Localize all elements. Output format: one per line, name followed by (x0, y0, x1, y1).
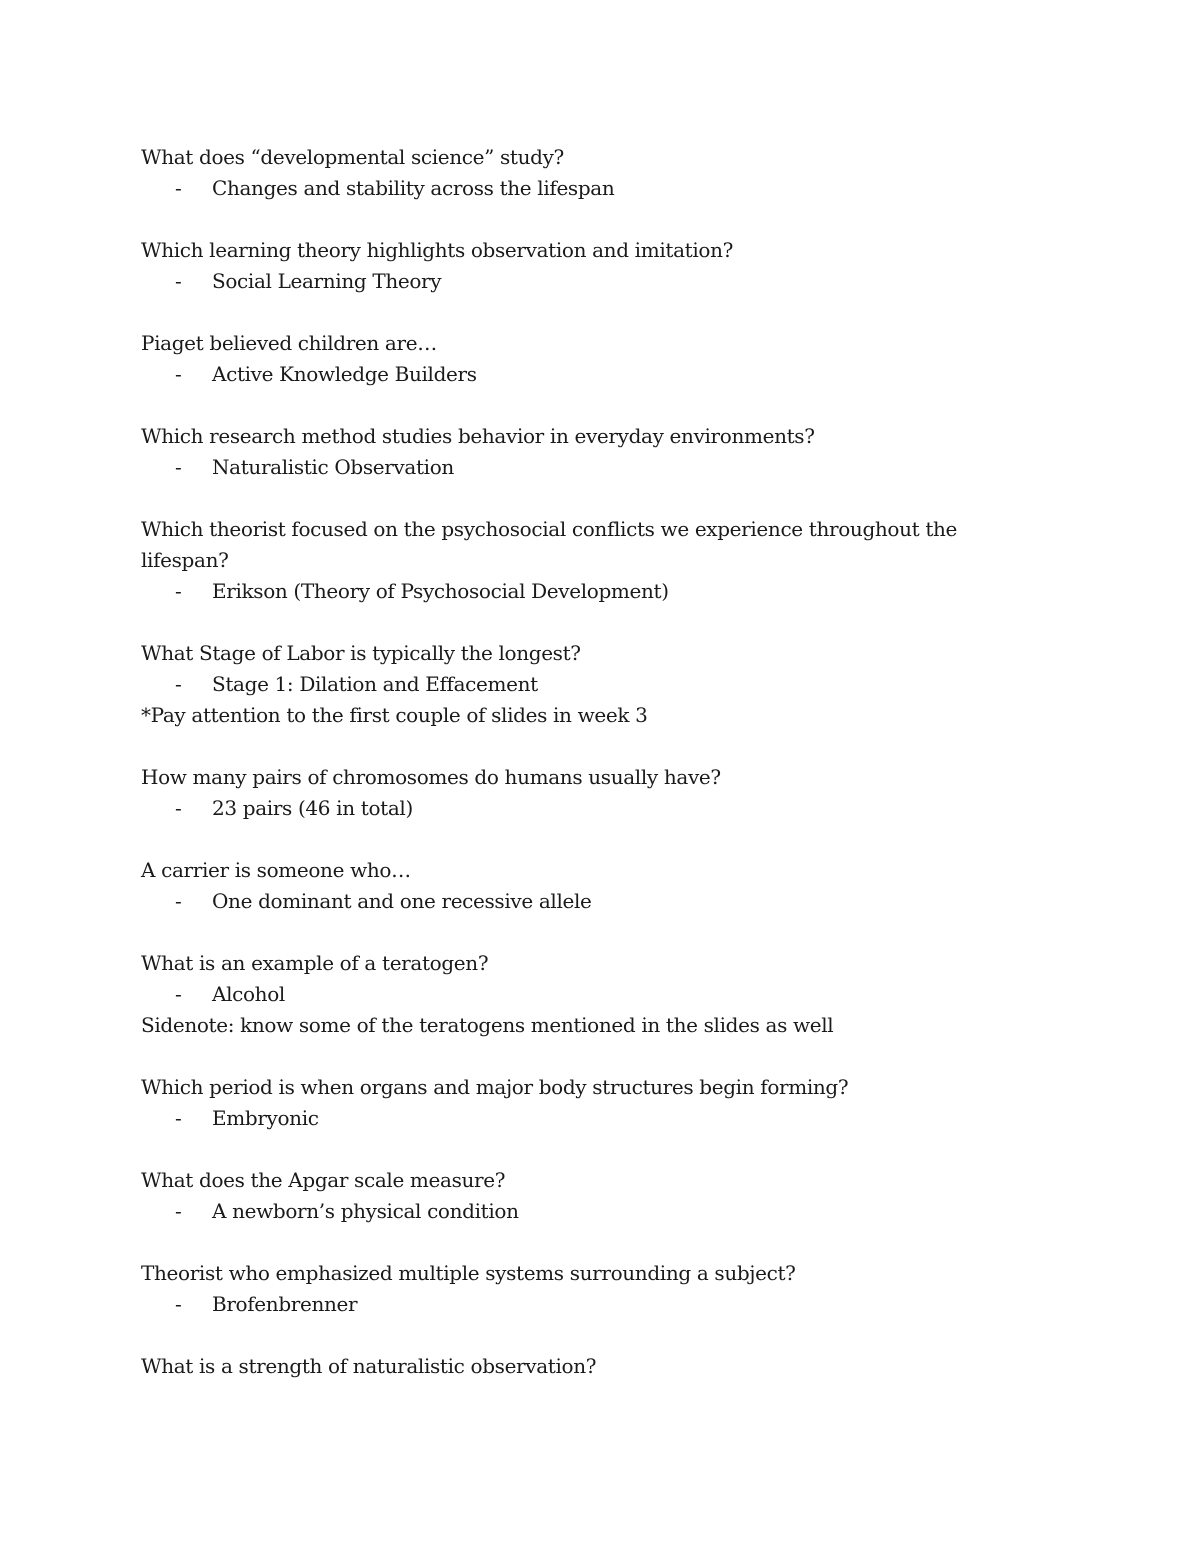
qa-item (141, 762, 1041, 824)
answer-item (141, 979, 1041, 1010)
answer-item (141, 452, 1041, 483)
dash-bullet-icon: - (175, 982, 182, 1006)
answer-item (141, 173, 1041, 204)
dash-bullet-icon: - (175, 579, 182, 603)
dash-bullet-icon: - (175, 269, 182, 293)
dash-bullet-icon: - (175, 889, 182, 913)
study-note: Sidenote: know some of the teratogens mentioned in the slides as well (141, 1013, 834, 1037)
dash-bullet-icon: - (175, 455, 182, 479)
answer-item (141, 793, 1041, 824)
answer-item (141, 669, 1041, 700)
document-page (141, 142, 1041, 1413)
answer-text: Alcohol (212, 982, 285, 1006)
question-text: Which research method studies behavior in everyday environments? (141, 424, 815, 448)
question-text: Which period is when organs and major body structures begin forming? (141, 1075, 849, 1099)
answer-text: Naturalistic Observation (212, 455, 454, 479)
qa-item (141, 142, 1041, 204)
dash-bullet-icon: - (175, 176, 182, 200)
answer-text: Stage 1: Dilation and Effacement (212, 672, 538, 696)
answer-item (141, 359, 1041, 390)
answer-text: 23 pairs (46 in total) (212, 796, 413, 820)
question-text: What is a strength of naturalistic observation? (141, 1354, 597, 1378)
answer-text: Erikson (Theory of Psychosocial Development) (212, 579, 669, 603)
dash-bullet-icon: - (175, 796, 182, 820)
answer-text: Active Knowledge Builders (212, 362, 477, 386)
question-text: What is an example of a teratogen? (141, 951, 489, 975)
answer-text: Embryonic (212, 1106, 319, 1130)
dash-bullet-icon: - (175, 362, 182, 386)
answer-item (141, 1196, 1041, 1227)
question-text: Which learning theory highlights observation and imitation? (141, 238, 733, 262)
qa-item (141, 235, 1041, 297)
qa-item (141, 638, 1041, 731)
question-text: A carrier is someone who… (141, 858, 411, 882)
qa-item (141, 421, 1041, 483)
answer-text: Social Learning Theory (212, 269, 442, 293)
question-text: Which theorist focused on the psychosocial conflicts we experience throughout the lifespan? (141, 517, 958, 572)
dash-bullet-icon: - (175, 1292, 182, 1316)
answer-item (141, 1103, 1041, 1134)
qa-item (141, 855, 1041, 917)
qa-item (141, 948, 1041, 1041)
dash-bullet-icon: - (175, 1199, 182, 1223)
qa-item (141, 1165, 1041, 1227)
answer-text: A newborn’s physical condition (212, 1199, 519, 1223)
question-text: What does the Apgar scale measure? (141, 1168, 506, 1192)
answer-item (141, 1289, 1041, 1320)
answer-item (141, 266, 1041, 297)
question-text: Theorist who emphasized multiple systems surrounding a subject? (141, 1261, 796, 1285)
answer-text: Changes and stability across the lifespan (212, 176, 615, 200)
answer-text: One dominant and one recessive allele (212, 889, 592, 913)
answer-item (141, 886, 1041, 917)
answer-text: Brofenbrenner (212, 1292, 358, 1316)
study-note: *Pay attention to the first couple of slides in week 3 (141, 703, 648, 727)
dash-bullet-icon: - (175, 672, 182, 696)
question-text: How many pairs of chromosomes do humans usually have? (141, 765, 721, 789)
qa-item (141, 328, 1041, 390)
answer-item (141, 576, 1041, 607)
qa-item (141, 1258, 1041, 1320)
dash-bullet-icon: - (175, 1106, 182, 1130)
qa-item (141, 514, 1041, 607)
qa-item (141, 1072, 1041, 1134)
question-text: What does “developmental science” study? (141, 145, 564, 169)
qa-item (141, 1351, 1041, 1382)
question-text: Piaget believed children are… (141, 331, 437, 355)
question-text: What Stage of Labor is typically the longest? (141, 641, 581, 665)
